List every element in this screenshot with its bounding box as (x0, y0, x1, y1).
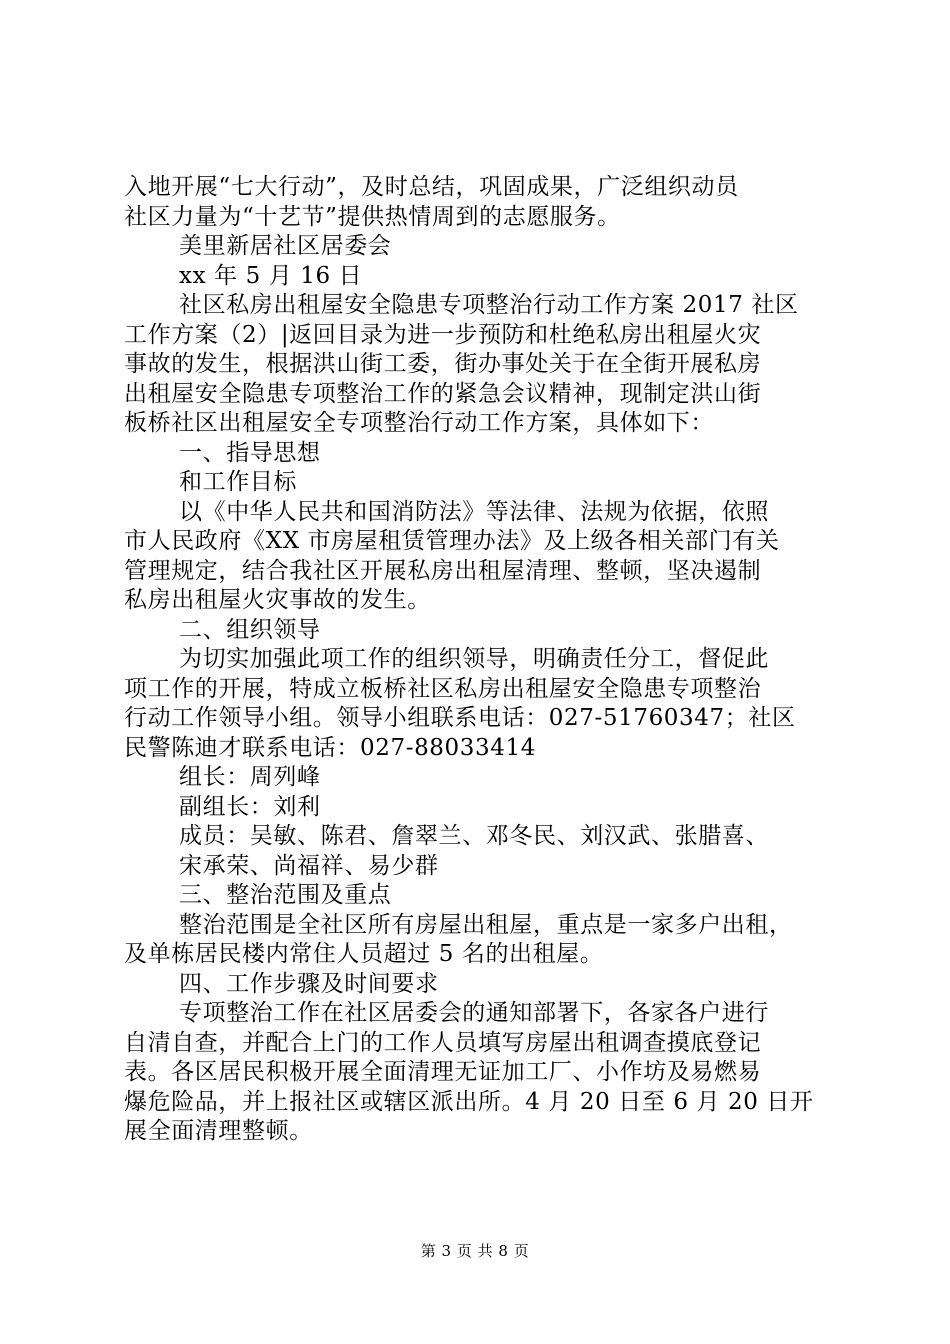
text-line: xx 年 5 月 16 日 (179, 262, 363, 289)
text-line: 宋承荣、尚福祥、易少群 (179, 852, 439, 879)
text-line: 出租屋安全隐患专项整治工作的紧急会议精神，现制定洪山街 (124, 380, 762, 407)
text-line: 二、组织领导 (179, 616, 321, 643)
text-line: 展全面清理整顿。 (124, 1118, 313, 1144)
text-line: 行动工作领导小组。领导小组联系电话：027-51760347；社区 (124, 705, 796, 731)
text-line: 社区私房出租屋安全隐患专项整治行动工作方案 2017 社区 (179, 292, 799, 318)
text-line: 表。各区居民积极开展全面清理无证加工厂、小作坊及易燃易 (124, 1059, 762, 1085)
text-line: 社区力量为“十艺节”提供热情周到的志愿服务。 (124, 203, 621, 230)
text-line: 为切实加强此项工作的组织领导，明确责任分工，督促此 (179, 646, 769, 672)
text-line: 整治范围是全社区所有房屋出租屋，重点是一家多户出租， (179, 911, 793, 938)
text-line: 自清自查，并配合上门的工作人员填写房屋出租调查摸底登记 (124, 1029, 762, 1056)
text-line: 和工作目标 (179, 469, 297, 495)
text-line: 三、整治范围及重点 (179, 882, 392, 908)
text-line: 板桥社区出租屋安全专项整治行动工作方案，具体如下： (124, 410, 714, 436)
document-body (124, 173, 842, 1147)
page-number-footer: 第 3 页 共 8 页 (420, 1242, 530, 1260)
text-line: 入地开展“七大行动”，及时总结，巩固成果，广泛组织动员 (124, 174, 739, 200)
text-line: 一、指导思想 (179, 439, 321, 466)
text-line: 民警陈迪才联系电话：027-88033414 (124, 734, 536, 761)
text-line: 项工作的开展，特成立板桥社区私房出租屋安全隐患专项整治 (124, 675, 762, 702)
text-line: 美里新居社区居委会 (179, 233, 392, 259)
text-line: 以《中华人民共和国消防法》等法律、法规为依据，依照 (179, 498, 769, 525)
text-line: 成员：吴敏、陈君、詹翠兰、邓冬民、刘汉武、张腊喜、 (179, 823, 769, 849)
text-line: 及单栋居民楼内常住人员超过 5 名的出租屋。 (124, 941, 604, 967)
text-line: 组长：周列峰 (179, 764, 321, 790)
text-line: 事故的发生，根据洪山街工委，街办事处关于在全街开展私房 (124, 351, 762, 377)
text-line: 爆危险品，并上报社区或辖区派出所。4 月 20 日至 6 月 20 日开 (124, 1088, 814, 1115)
text-line: 副组长：刘利 (179, 793, 321, 820)
text-line: 市人民政府《XX 市房屋租赁管理办法》及上级各相关部门有关 (124, 528, 780, 554)
text-line: 工作方案（2）|返回目录为进一步预防和杜绝私房出租屋火灾 (124, 321, 762, 348)
text-line: 专项整治工作在社区居委会的通知部署下，各家各户进行 (179, 1000, 769, 1026)
text-line: 管理规定，结合我社区开展私房出租屋清理、整顿，坚决遏制 (124, 557, 762, 584)
text-line: 私房出租屋火灾事故的发生。 (124, 587, 431, 613)
text-line: 四、工作步骤及时间要求 (179, 970, 439, 997)
